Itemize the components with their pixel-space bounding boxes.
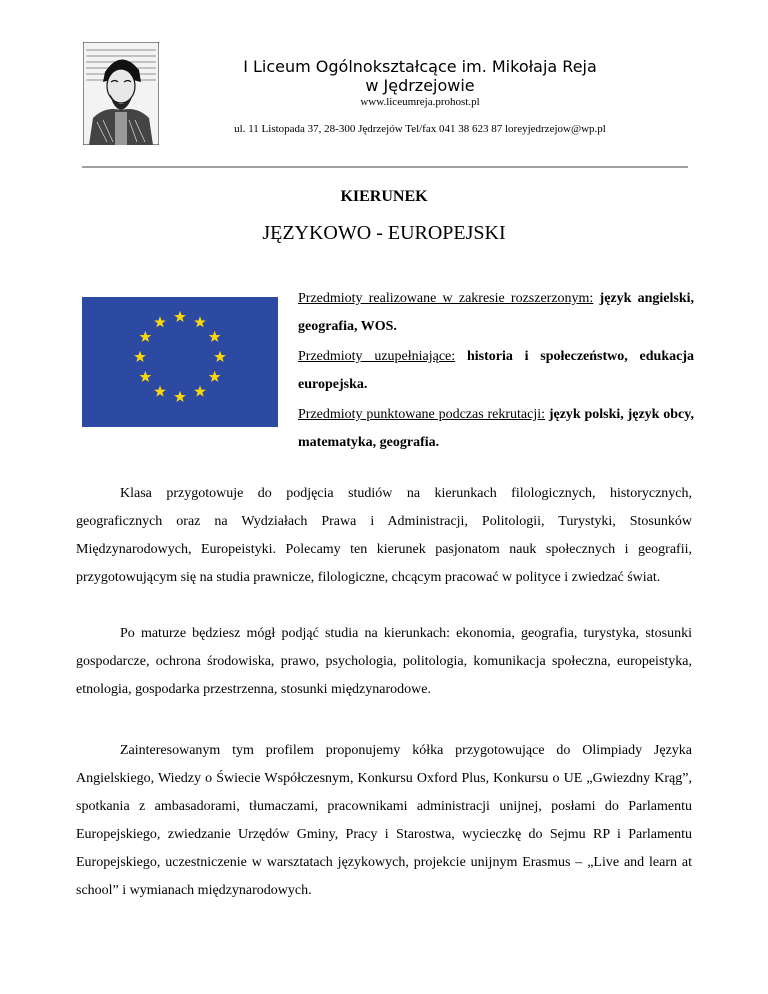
subject-value: język angielski, geografia, WOS. xyxy=(298,291,695,334)
subjects-list xyxy=(298,285,694,459)
subject-value: historia i społeczeństwo, edukacja europejska. xyxy=(298,349,695,392)
school-website-link[interactable]: www.liceumreja.prohost.pl xyxy=(360,96,480,108)
eu-flag-image xyxy=(82,297,278,427)
subject-item-supplementary xyxy=(298,343,694,399)
school-name-line1: I Liceum Ogólnokształcące im. Mikołaja Reja xyxy=(243,57,597,76)
subject-label: Przedmioty uzupełniające: xyxy=(298,349,456,364)
paragraph-description: Klasa przygotowuje do podjęcia studiów na kierunkach filologicznych, historycznych, geograficznych oraz na Wydziałach Prawa i Administracji, Politologii, Turystyki, Stosunków Międzynarodowych, Europeistyki. Polecamy ten kierunek pasjonatom nauk społecznych i geografii, przygotowującym się na studia prawnicze, filologiczne, chcącym pracować w polityce i zwiedzać świat. xyxy=(76,486,692,585)
subject-item-scored xyxy=(298,401,694,457)
school-contact-info: ul. 11 Listopada 37, 28-300 Jędrzejów Tel/fax 041 38 623 87 loreyjedrzejow@wp.pl xyxy=(234,123,606,135)
section-label: KIERUNEK xyxy=(340,188,428,205)
subject-label: Przedmioty punktowane podczas rekrutacji: xyxy=(298,407,545,422)
header-divider xyxy=(82,166,688,168)
school-name-line2: w Jędrzejowie xyxy=(365,76,475,95)
paragraph-activities: Zainteresowanym tym profilem proponujemy kółka przygotowujące do Olimpiady Języka Angielskiego, Wiedzy o Świecie Współczesnym, Konkursu Oxford Plus, Konkursu o UE „Gwiezdny Krąg”, spotkania z ambasadorami, tłumaczami, pracownikami administracji unijnej, posłami do Parlamentu Europejskiego, zwiedzanie Urzędów Gminy, Pracy i Starostwa, wycieczkę do Sejmu RP i Parlamentu Europejskiego, uczestniczenie w warsztatach językowych, projekcie unijnym Erasmus – „Live and learn at school” i wymianach międzynarodowych. xyxy=(76,743,692,898)
school-patron-portrait xyxy=(83,42,159,145)
subject-item-extended xyxy=(298,285,694,341)
subject-label: Przedmioty realizowane w zakresie rozszerzonym: xyxy=(298,291,594,306)
page-title: JĘZYKOWO - EUROPEJSKI xyxy=(262,222,506,244)
paragraph-study-options: Po maturze będziesz mógł podjąć studia na kierunkach: ekonomia, geografia, turystyka, stosunki gospodarcze, ochrona środowiska, prawo, psychologia, politologia, komunikacja społeczna, europeistyka, etnologia, gospodarka przestrzenna, stosunki międzynarodowe. xyxy=(76,626,692,697)
subject-value: język polski, język obcy, matematyka, geografia. xyxy=(298,407,695,450)
